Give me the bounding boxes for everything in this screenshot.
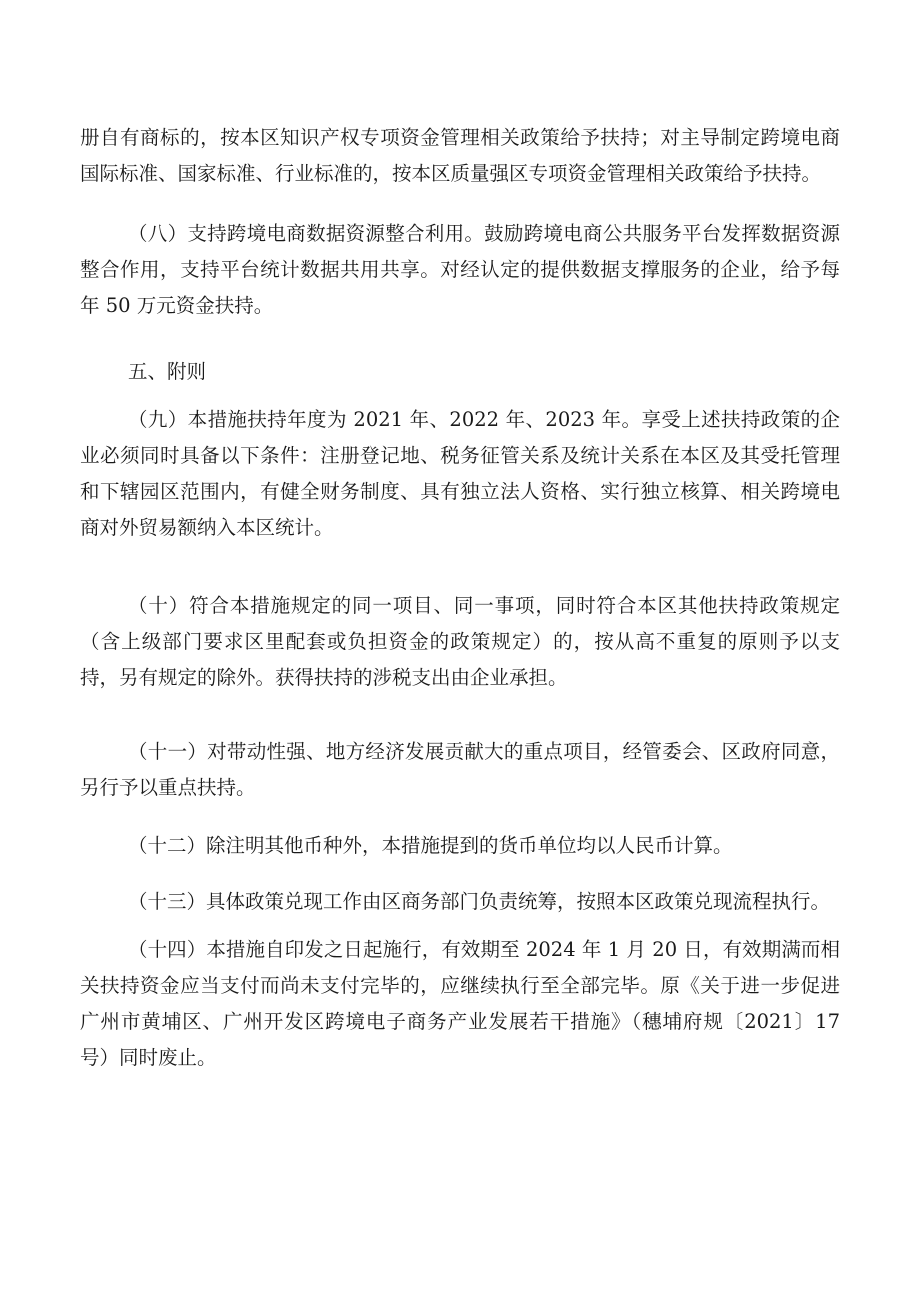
section-heading-appendix: 五、附则 [128,360,207,383]
paragraph-item-13: （十三）具体政策兑现工作由区商务部门负责统筹，按照本区政策兑现流程执行。 [128,890,831,913]
paragraph-item-11: （十一）对带动性强、地方经济发展贡献大的重点项目，经管委会、区政府同意，另行予以重点扶持。 [80,740,840,799]
paragraph-item-12: （十二）除注明其他币种外，本措施提到的货币单位均以人民币计算。 [128,834,733,857]
paragraph-item-14: （十四）本措施自印发之日起施行，有效期至 2024 年 1 月 20 日，有效期满而相关扶持资金应当支付而尚未支付完毕的，应继续执行至全部完毕。原《关于进一步促进广州市黄埔区、广州开发区跨境电子商务产业发展若干措施》（穗埔府规〔2021〕17 号）同时废止。 [80,938,840,1069]
paragraph-continued-trademark: 册自有商标的，按本区知识产权专项资金管理相关政策给予扶持；对主导制定跨境电商国际标准、国家标准、行业标准的，按本区质量强区专项资金管理相关政策给予扶持。 [80,126,840,185]
paragraph-item-8: （八）支持跨境电商数据资源整合利用。鼓励跨境电商公共服务平台发挥数据资源整合作用，支持平台统计数据共用共享。对经认定的提供数据支撑服务的企业，给予每年 50 万元资金扶持。 [80,222,840,317]
paragraph-item-10: （十）符合本措施规定的同一项目、同一事项，同时符合本区其他扶持政策规定（含上级部门要求区里配套或负担资金的政策规定）的，按从高不重复的原则予以支持，另有规定的除外。获得扶持的涉税支出由企业承担。 [80,594,840,689]
paragraph-item-9: （九）本措施扶持年度为 2021 年、2022 年、2023 年。享受上述扶持政策的企业必须同时具备以下条件：注册登记地、税务征管关系及统计关系在本区及其受托管理和下辖园区范围内，有健全财务制度、具有独立法人资格、实行独立核算、相关跨境电商对外贸易额纳入本区统计。 [80,408,840,539]
